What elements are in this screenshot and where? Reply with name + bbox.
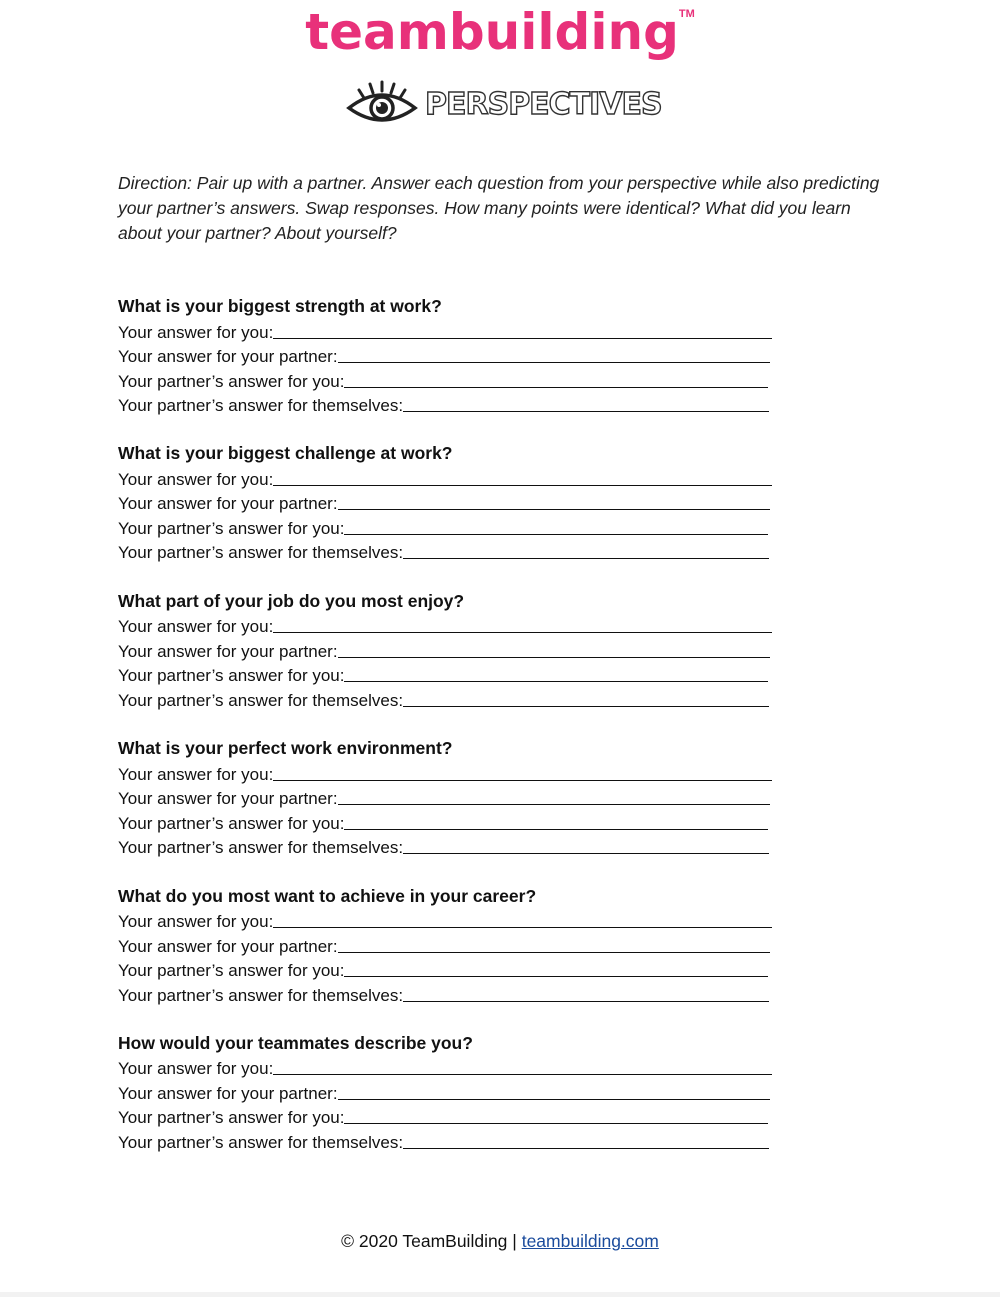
direction-text: Direction: Pair up with a partner. Answer each question from your perspective while also predicting your partner’s answers. Swap responses. How many points were identical? What did you learn about your partner? About yourself? <box>118 173 880 243</box>
answer-label: Your answer for your partner: <box>118 1083 338 1103</box>
answer-blank[interactable] <box>403 1148 769 1149</box>
answer-label: Your answer for you: <box>118 469 274 489</box>
answer-blank[interactable] <box>273 780 772 781</box>
answer-blank[interactable] <box>344 1123 768 1124</box>
answer-label: Your partner’s answer for you: <box>118 813 345 833</box>
answer-label: Your answer for you: <box>118 912 274 932</box>
answer-blank[interactable] <box>338 1099 770 1100</box>
answer-line <box>118 637 778 662</box>
answer-blank[interactable] <box>403 411 769 412</box>
answer-blank[interactable] <box>344 829 768 830</box>
question-title: How would your teammates describe you? <box>118 1032 473 1053</box>
question-block <box>118 1032 778 1179</box>
question-title: What is your biggest strength at work? <box>118 296 442 316</box>
answer-blank[interactable] <box>273 338 772 339</box>
answer-blank[interactable] <box>338 362 770 363</box>
answer-line <box>118 490 778 515</box>
answer-blank[interactable] <box>338 509 770 510</box>
answer-blank[interactable] <box>344 387 768 388</box>
answer-line <box>118 785 778 810</box>
answer-label: Your partner’s answer for themselves: <box>118 838 404 858</box>
answer-blank[interactable] <box>273 927 772 928</box>
answer-label: Your partner’s answer for you: <box>118 961 345 981</box>
answer-line <box>118 908 778 933</box>
answer-label: Your answer for you: <box>118 1059 274 1079</box>
answer-label: Your partner’s answer for themselves: <box>118 396 404 415</box>
answer-line <box>118 834 778 859</box>
answer-label: Your partner’s answer for you: <box>118 371 345 391</box>
answer-label: Your partner’s answer for themselves: <box>118 985 404 1005</box>
answer-line <box>118 1079 778 1104</box>
answer-label: Your answer for you: <box>118 322 274 342</box>
answer-line <box>118 465 778 490</box>
answer-label: Your answer for your partner: <box>118 494 338 514</box>
question-title: What is your biggest challenge at work? <box>118 443 453 464</box>
question-block <box>118 885 778 1032</box>
answer-blank[interactable] <box>338 952 770 953</box>
answer-line <box>118 957 778 982</box>
answer-label: Your answer for your partner: <box>118 347 338 366</box>
answer-line <box>118 514 778 539</box>
question-block <box>118 442 778 589</box>
perspectives-logo <box>345 78 662 132</box>
answer-label: Your partner’s answer for themselves: <box>118 543 404 563</box>
answer-label: Your answer for you: <box>118 764 274 784</box>
answer-blank[interactable] <box>338 657 770 658</box>
question-block <box>118 737 778 884</box>
answer-label: Your answer for your partner: <box>118 936 338 956</box>
answer-line <box>118 662 778 687</box>
brand-logo-text: teambuilding <box>305 3 679 61</box>
answer-line <box>118 686 778 711</box>
answer-blank[interactable] <box>273 632 772 633</box>
answer-blank[interactable] <box>403 853 769 854</box>
answer-line <box>118 1055 778 1080</box>
answer-blank[interactable] <box>344 681 768 682</box>
answer-line <box>118 809 778 834</box>
question-list <box>118 295 778 1179</box>
answer-line <box>118 318 778 343</box>
answer-label: Your answer for your partner: <box>118 789 338 809</box>
answer-label: Your partner’s answer for you: <box>118 666 345 686</box>
answer-line <box>118 539 778 564</box>
answer-label: Your answer for you: <box>118 617 274 637</box>
footer-copyright: © 2020 TeamBuilding | <box>341 1231 522 1251</box>
answer-blank[interactable] <box>403 706 769 707</box>
answer-line <box>118 392 778 417</box>
answer-line <box>118 760 778 785</box>
question-block <box>118 295 778 442</box>
question-block <box>118 590 778 737</box>
answer-line <box>118 981 778 1006</box>
answer-label: Your partner’s answer for themselves: <box>118 690 404 710</box>
answer-line <box>118 343 778 368</box>
answer-blank[interactable] <box>344 976 768 977</box>
page-bottom-edge <box>0 1292 1000 1297</box>
answer-label: Your answer for your partner: <box>118 641 338 661</box>
answer-label: Your partner’s answer for you: <box>118 518 345 538</box>
answer-line <box>118 613 778 638</box>
trademark-mark: TM <box>678 8 695 20</box>
answer-blank[interactable] <box>344 534 768 535</box>
answer-label: Your partner’s answer for themselves: <box>118 1132 404 1152</box>
question-title: What part of your job do you most enjoy? <box>118 590 465 611</box>
brand-header <box>0 2 1000 62</box>
question-title: What do you most want to achieve in your career? <box>118 885 537 906</box>
perspectives-title: PERSPECTIVES <box>425 87 662 122</box>
footer-link[interactable]: teambuilding.com <box>521 1231 659 1251</box>
answer-line <box>118 1104 778 1129</box>
answer-blank[interactable] <box>403 558 769 559</box>
answer-blank[interactable] <box>403 1001 769 1002</box>
answer-line <box>118 367 778 392</box>
answer-blank[interactable] <box>273 485 772 486</box>
eye-icon <box>345 78 419 132</box>
answer-blank[interactable] <box>338 804 770 805</box>
answer-line <box>118 932 778 957</box>
footer <box>0 1229 1000 1253</box>
question-title: What is your perfect work environment? <box>118 738 453 759</box>
answer-blank[interactable] <box>273 1074 772 1075</box>
answer-line <box>118 1128 778 1153</box>
answer-label: Your partner’s answer for you: <box>118 1108 345 1128</box>
